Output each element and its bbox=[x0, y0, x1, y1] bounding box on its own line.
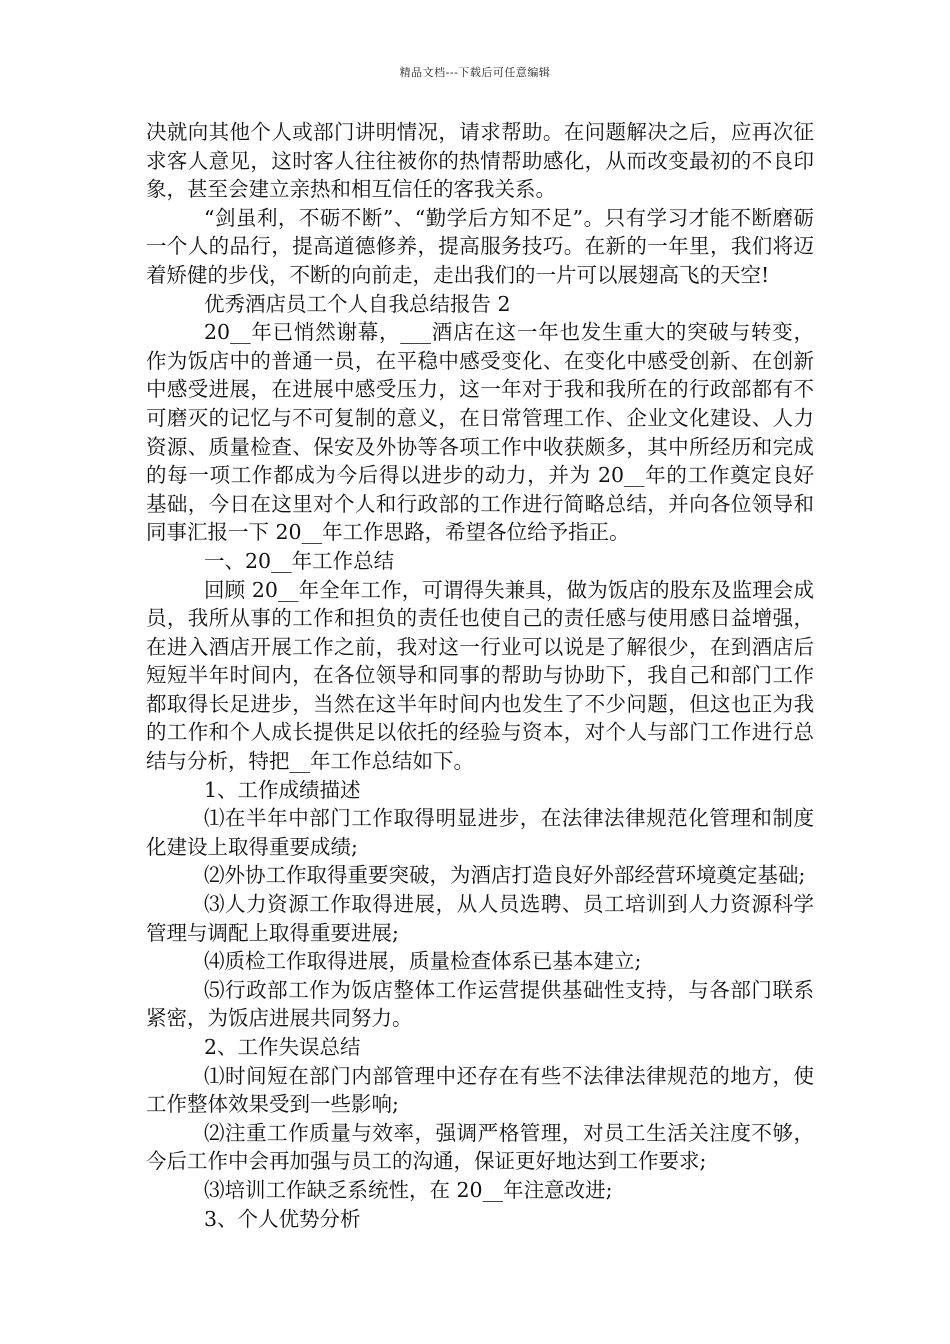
list-item: ⑵外协工作取得重要突破，为酒店打造良好外部经营环境奠定基础; bbox=[204, 863, 806, 888]
heading-work-summary: 一、20__年工作总结 bbox=[204, 548, 395, 573]
list-item: ⑵注重工作质量与效率，强调严格管理，对员工生活关注度不够，今后工作中会再加强与员工的沟通，保证更好地达到工作要求; bbox=[146, 1120, 814, 1174]
page-header: 精品文档---下载后可任意编辑 bbox=[399, 66, 551, 79]
heading-mistakes: 2、工作失误总结 bbox=[204, 1035, 361, 1059]
list-item: ⑶人力资源工作取得进展，从人员选聘、员工培训到人力资源科学管理与调配上取得重要进展; bbox=[146, 892, 814, 945]
list-item: ⑴时间短在部门内部管理中还存在有些不法律法律规范的地方，使工作整体效果受到一些影响; bbox=[146, 1063, 814, 1117]
list-item: ⑶培训工作缺乏系统性，在 20__年注意改进; bbox=[204, 1177, 613, 1202]
heading-achievements: 1、工作成绩描述 bbox=[204, 777, 361, 802]
list-item: ⑷质检工作取得进展，质量检查体系已基本建立; bbox=[204, 949, 642, 974]
heading-strengths: 3、个人优势分析 bbox=[204, 1206, 361, 1231]
paragraph-review: 回顾 20__年全年工作，可谓得失兼具，做为饭店的股东及监理会成员，我所从事的工作和担负的责任也使自己的责任感与使用感日益增强，在进入酒店开展工作之前，我对这一行业可以说是了解很少，在到酒店后短短半年时间内，在各位领导和同事的帮助与协助下，我自己和部门工作都取得长足进步，当然在这半年时间内也发生了不少问题，但这也正为我的工作和个人成长提供足以依托的经验与资本，对个人与部门工作进行总结与分析，特把__年工作总结如下。 bbox=[146, 577, 814, 774]
document-body bbox=[146, 118, 814, 1233]
paragraph-quote: “剑虽利，不砺不断”、“勤学后方知不足”。只有学习才能不断磨砺一个人的品行，提高道德修养，提高服务技巧。在新的一年里，我们将迈着矫健的步伐，不断的向前走，走出我们的一片可以展翅高飞的天空! bbox=[146, 205, 814, 287]
section-title: 优秀酒店员工个人自我总结报告 2 bbox=[204, 291, 511, 316]
paragraph-continuation: 决就向其他个人或部门讲明情况，请求帮助。在问题解决之后，应再次征求客人意见，这时客人往往被你的热情帮助感化，从而改变最初的不良印象，甚至会建立亲热和相互信任的客我关系。 bbox=[146, 120, 814, 202]
list-item: ⑴在半年中部门工作取得明显进步，在法律法律规范化管理和制度化建设上取得重要成绩; bbox=[146, 806, 814, 859]
list-item: ⑸行政部工作为饭店整体工作运营提供基础性支持，与各部门联系紧密，为饭店进展共同努力。 bbox=[146, 977, 814, 1031]
paragraph-intro: 20__年已悄然谢幕，___酒店在这一年也发生重大的突破与转变，作为饭店中的普通一员，在平稳中感受变化、在变化中感受创新、在创新中感受进展，在进展中感受压力，这一年对于我和我所在的行政部都有不可磨灭的记忆与不可复制的意义，在日常管理工作、企业文化建设、人力资源、质量检查、保安及外协等各项工作中收获颇多，其中所经历和完成的每一项工作都成为今后得以进步的动力，并为 20__年的工作奠定良好基础，今日在这里对个人和行政部的工作进行简略总结，并向各位领导和同事汇报一下 20__年工作思路，希望各位给予指正。 bbox=[146, 320, 814, 545]
